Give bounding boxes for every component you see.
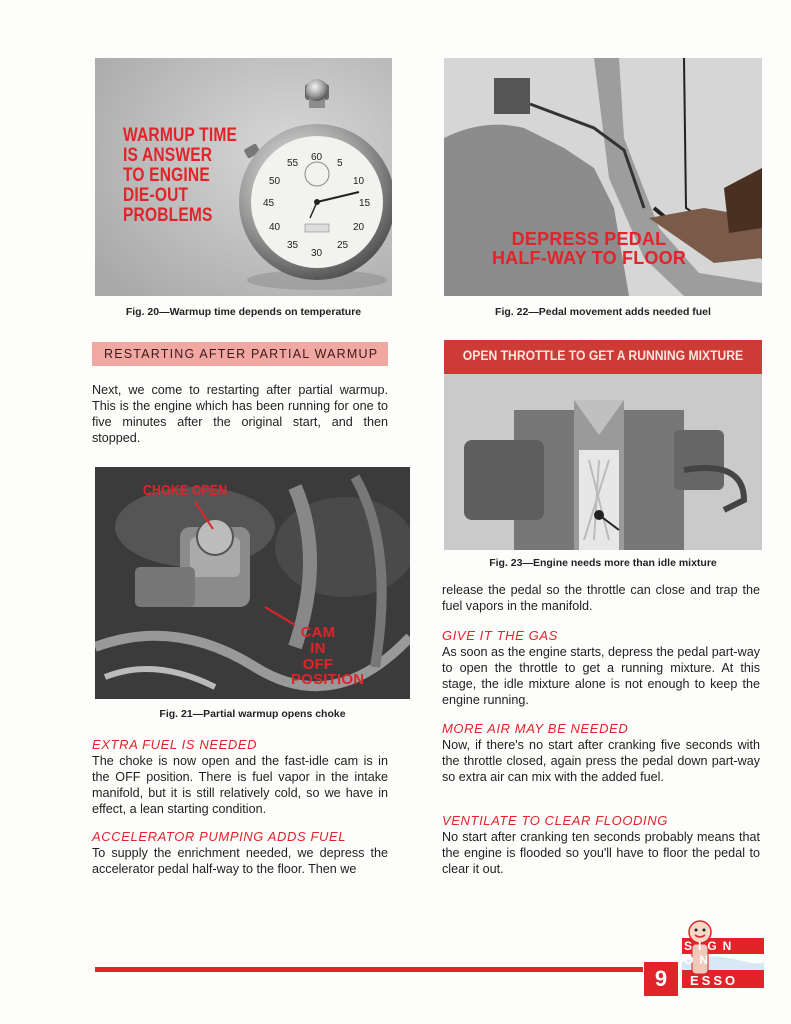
dial-number: 50 (269, 176, 281, 187)
figure-23-carburetor-illustration (444, 340, 762, 550)
dial-number: 25 (337, 240, 349, 251)
logo-word-top: SIGN ON (684, 939, 738, 967)
logo-word-bottom: ESSO (690, 973, 739, 988)
page-number: 9 (644, 962, 678, 996)
dial-number: 10 (353, 176, 365, 187)
cam-position-label (291, 624, 365, 689)
overlay-line: WARMUP TIME (123, 125, 238, 146)
esso-logo (678, 918, 768, 1000)
figure-23-caption: Fig. 23—Engine needs more than idle mixture (489, 557, 717, 569)
dial-number: 30 (311, 248, 323, 259)
overlay-line: DEPRESS PEDAL (511, 229, 667, 249)
subheading-ventilate: VENTILATE TO CLEAR FLOODING (442, 813, 668, 828)
carburetor-diagram (444, 340, 762, 550)
pedal-overlay-text (484, 230, 694, 268)
dial-number: 45 (263, 198, 275, 209)
paragraph-accelerator-pumping: To supply the enrichment needed, we depress the accelerator pedal half-way to the floor. Then we (92, 846, 388, 876)
dial-number: 40 (269, 222, 281, 233)
figure-21-engine-photo (95, 467, 410, 699)
dial-number: 55 (287, 158, 299, 169)
figure-22-caption: Fig. 22—Pedal movement adds needed fuel (495, 306, 711, 318)
overlay-line: OFF (302, 655, 334, 673)
paragraph-ventilate: No start after cranking ten seconds probably means that the engine is flooded so you'll have to floor the pedal to clear it out. (442, 830, 760, 876)
overlay-line: HALF-WAY TO FLOOR (491, 247, 687, 268)
subheading-accelerator-pumping: ACCELERATOR PUMPING ADDS FUEL (92, 829, 347, 844)
overlay-line: CAM IN (300, 624, 336, 657)
overlay-line: POSITION (291, 671, 365, 689)
subheading-extra-fuel: EXTRA FUEL IS NEEDED (92, 737, 258, 752)
figure-20-stopwatch-photo (95, 58, 392, 296)
dial-number: 20 (353, 222, 365, 233)
footer-rule (95, 967, 643, 972)
warmup-overlay-text (123, 126, 237, 226)
overlay-line: DIE-OUT (123, 184, 189, 206)
overlay-line: TO ENGINE (123, 164, 210, 186)
dial-number: 5 (337, 158, 343, 169)
subheading-give-it-the-gas: GIVE IT THE GAS (442, 628, 558, 643)
carburetor-title: OPEN THROTTLE TO GET A RUNNING MIXTURE (462, 348, 744, 363)
intro-paragraph: Next, we come to restarting after partial warmup. This is the engine which has been running for one to five minutes after the original start, and then stopped. (92, 383, 388, 445)
engine-photo-illustration (95, 467, 410, 699)
paragraph-extra-fuel: The choke is now open and the fast-idle cam is in the OFF position. There is fuel vapor in the intake manifold, but it is still relatively cold, so we have in effect, a lean starting condition. (92, 754, 388, 816)
paragraph-give-it-the-gas: As soon as the engine starts, depress the pedal part-way to open the throttle to get a running mixture. At this stage, the idle mixture alone is not enough to keep the engine running. (442, 645, 760, 707)
figure-21-caption: Fig. 21—Partial warmup opens choke (159, 708, 346, 720)
overlay-line: PROBLEMS (123, 204, 213, 226)
continuation-paragraph: release the pedal so the throttle can close and trap the fuel vapors in the manifold. (442, 583, 760, 613)
choke-open-label: CHOKE OPEN (143, 482, 228, 499)
dial-number: 15 (359, 198, 371, 209)
dial-number: 60 (311, 152, 323, 163)
overlay-line: IS ANSWER (123, 144, 213, 166)
paragraph-more-air: Now, if there's no start after cranking five seconds with the throttle closed, again press the pedal down part-way so extra air can mix with the added fuel. (442, 738, 760, 784)
figure-20-caption: Fig. 20—Warmup time depends on temperature (125, 306, 362, 318)
section-heading: RESTARTING AFTER PARTIAL WARMUP (92, 342, 388, 366)
figure-22-pedal-illustration (444, 58, 762, 296)
subheading-more-air: MORE AIR MAY BE NEEDED (442, 721, 629, 736)
dial-number: 35 (287, 240, 299, 251)
